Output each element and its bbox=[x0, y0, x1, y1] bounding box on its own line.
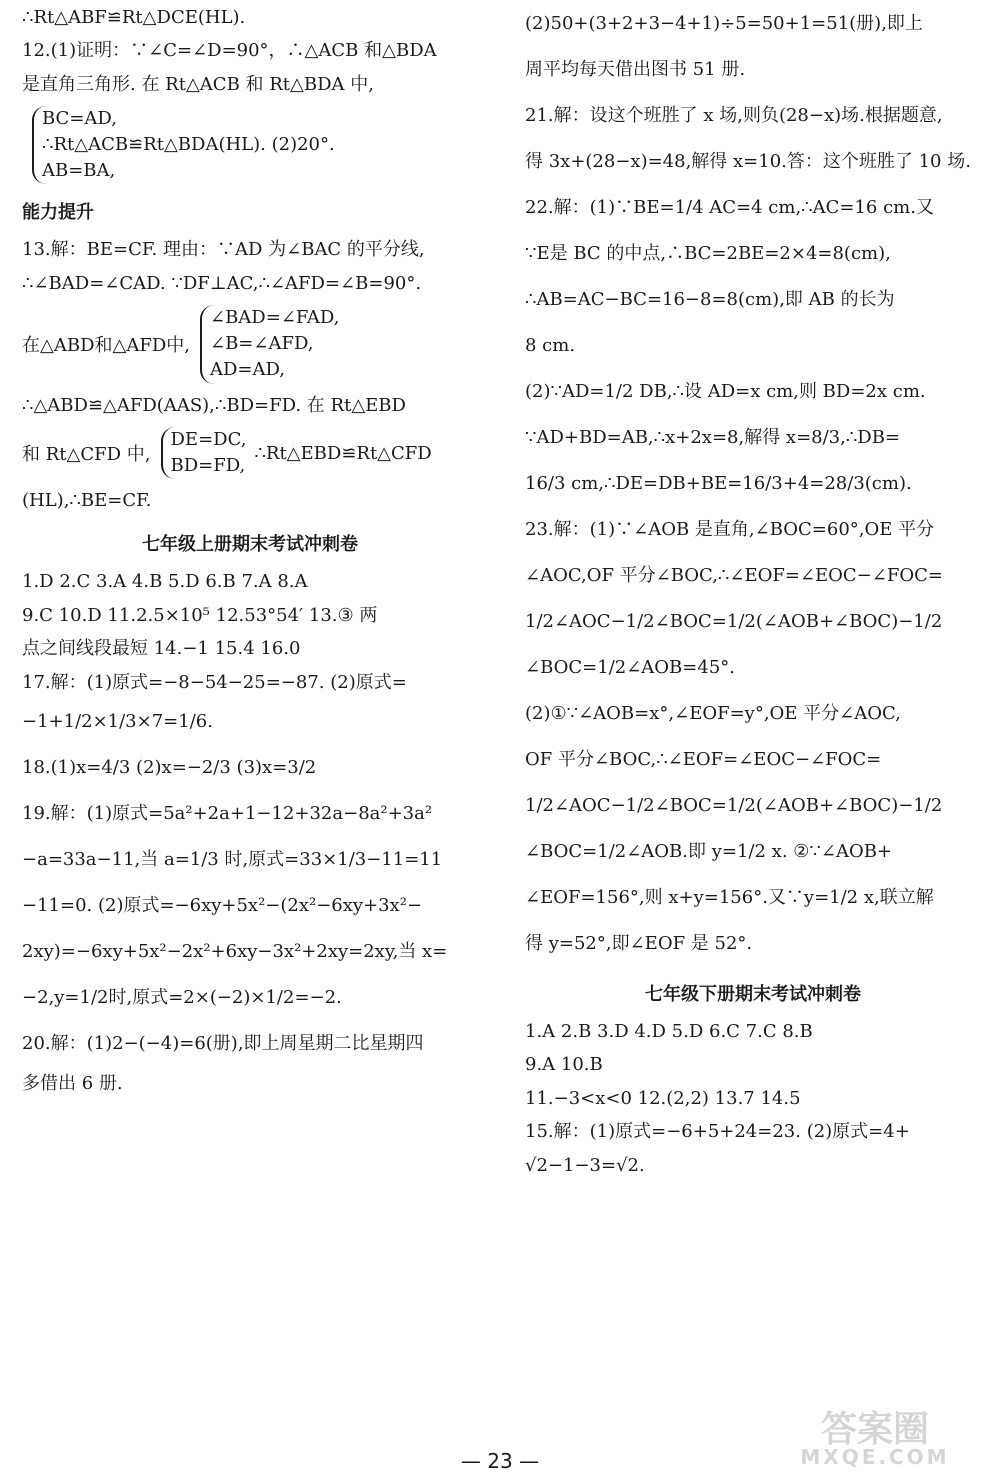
watermark-logo bbox=[760, 1401, 990, 1471]
right-column bbox=[525, 6, 981, 1187]
text-line: (HL),∴BE=CF. bbox=[22, 490, 152, 512]
text-line: 17.解：(1)原式=−8−54−25=−87. (2)原式= bbox=[22, 671, 407, 693]
text-line: 是直角三角形. 在 Rt△ACB 和 Rt△BDA 中, bbox=[22, 73, 374, 95]
text-line: 周平均每天借出图书 51 册. bbox=[525, 59, 746, 80]
text-line: DE=DC, bbox=[170, 428, 247, 450]
text-line: 16/3 cm,∴DE=DB+BE=16/3+4=28/3(cm). bbox=[525, 473, 912, 494]
text-line: 18.(1)x=4/3 (2)x=−2/3 (3)x=3/2 bbox=[22, 757, 317, 779]
text-line: AB=BA, bbox=[42, 160, 116, 182]
system-row bbox=[22, 305, 478, 383]
text-line: 20.解：(1)2−(−4)=6(册),即上周星期二比星期四 bbox=[22, 1033, 424, 1055]
text-line: 21.解：设这个班胜了 x 场,则负(28−x)场.根据题意, bbox=[525, 105, 943, 126]
text-line: 22.解：(1)∵BE=1/4 AC=4 cm,∴AC=16 cm.又 bbox=[525, 197, 934, 218]
text-line: (2)∵AD=1/2 DB,∴设 AD=x cm,则 BD=2x cm. bbox=[525, 381, 926, 402]
text-line: 1/2∠AOC−1/2∠BOC=1/2(∠AOB+∠BOC)−1/2 bbox=[525, 611, 943, 632]
text-line: 1/2∠AOC−1/2∠BOC=1/2(∠AOB+∠BOC)−1/2 bbox=[525, 795, 943, 816]
text-line: BC=AD, bbox=[42, 108, 117, 130]
text-line: √2−1−3=√2. bbox=[525, 1154, 645, 1176]
text-line: (2)①∵∠AOB=x°,∠EOF=y°,OE 平分∠AOC, bbox=[525, 703, 901, 724]
exam-title: 七年级下册期末考试冲刺卷 bbox=[645, 984, 861, 1005]
page-number: — 23 — bbox=[460, 1449, 540, 1473]
text-line: −1+1/2×1/3×7=1/6. bbox=[22, 711, 213, 733]
answer-line: 1.A 2.B 3.D 4.D 5.D 6.C 7.C 8.B bbox=[525, 1021, 813, 1042]
text-line: 8 cm. bbox=[525, 335, 576, 356]
text-line: 23.解：(1)∵∠AOB 是直角,∠BOC=60°,OE 平分 bbox=[525, 519, 935, 540]
watermark-url: MXQE.COM bbox=[800, 1445, 950, 1469]
text-line: ∴△ABD≌△AFD(AAS),∴BD=FD. 在 Rt△EBD bbox=[22, 394, 406, 416]
answer-line: 点之间线段最短 14.−1 15.4 16.0 bbox=[22, 638, 301, 660]
system-row bbox=[22, 427, 478, 479]
text-line: ∴Rt△ABF≌Rt△DCE(HL). bbox=[22, 7, 246, 28]
equation-system bbox=[32, 106, 478, 184]
text-line: 和 Rt△CFD 中, bbox=[22, 444, 151, 465]
equation-system bbox=[161, 427, 247, 479]
text-line: 得 y=52°,即∠EOF 是 52°. bbox=[525, 933, 753, 954]
text-line: BD=FD, bbox=[170, 455, 246, 476]
text-line: ∴∠BAD=∠CAD. ∵DF⊥AC,∴∠AFD=∠B=90°. bbox=[22, 272, 422, 294]
text-line: 在△ABD和△AFD中, bbox=[22, 335, 190, 357]
text-line: 2xy)=−6xy+5x²−2x²+6xy−3x²+2xy=2xy,当 x= bbox=[22, 941, 448, 963]
text-line: 19.解：(1)原式=5a²+2a+1−12+32a−8a²+3a² bbox=[22, 803, 433, 825]
text-line: 得 3x+(28−x)=48,解得 x=10.答：这个班胜了 10 场. bbox=[525, 151, 971, 172]
text-line: ∴AB=AC−BC=16−8=8(cm),即 AB 的长为 bbox=[525, 289, 895, 310]
text-line: 多借出 6 册. bbox=[22, 1073, 123, 1095]
text-line: −11=0. (2)原式=−6xy+5x²−(2x²−6xy+3x²− bbox=[22, 895, 423, 917]
text-line: −a=33a−11,当 a=1/3 时,原式=33×1/3−11=11 bbox=[22, 849, 443, 871]
text-line: 12.(1)证明：∵∠C=∠D=90°，∴△ACB 和△BDA bbox=[22, 40, 437, 62]
text-line: OF 平分∠BOC,∴∠EOF=∠EOC−∠FOC= bbox=[525, 749, 882, 770]
text-line: 13.解：BE=CF. 理由：∵AD 为∠BAC 的平分线, bbox=[22, 239, 425, 261]
watermark-text: 答案圈 bbox=[820, 1409, 929, 1450]
text-line: ∠B=∠AFD, bbox=[210, 333, 314, 355]
text-line: ∴Rt△EBD≌Rt△CFD bbox=[254, 442, 432, 464]
text-line: ∠BAD=∠FAD, bbox=[210, 307, 340, 329]
section-heading: 能力提升 bbox=[22, 202, 94, 224]
text-line: ∠BOC=1/2∠AOB.即 y=1/2 x. ②∵∠AOB+ bbox=[525, 841, 893, 862]
text-line: ∵AD+BD=AB,∴x+2x=8,解得 x=8/3,∴DB= bbox=[525, 427, 901, 448]
text-line: ∠AOC,OF 平分∠BOC,∴∠EOF=∠EOC−∠FOC= bbox=[525, 565, 943, 586]
equation-system bbox=[200, 305, 339, 383]
text-line: ∴Rt△ACB≌Rt△BDA(HL). (2)20°. bbox=[42, 134, 335, 156]
text-line: −2,y=1/2时,原式=2×(−2)×1/2=−2. bbox=[22, 987, 342, 1009]
text-line: (2)50+(3+2+3−4+1)÷5=50+1=51(册),即上 bbox=[525, 13, 923, 34]
answer-line: 9.A 10.B bbox=[525, 1054, 603, 1076]
text-line: ∠BOC=1/2∠AOB=45°. bbox=[525, 657, 735, 678]
text-line: 15.解：(1)原式=−6+5+24=23. (2)原式=4+ bbox=[525, 1121, 910, 1143]
text-line: ∵E是 BC 的中点,∴BC=2BE=2×4=8(cm), bbox=[525, 243, 891, 264]
left-column bbox=[22, 6, 478, 1105]
answer-line: 11.−3<x<0 12.(2,2) 13.7 14.5 bbox=[525, 1087, 801, 1109]
answer-line: 1.D 2.C 3.A 4.B 5.D 6.B 7.A 8.A bbox=[22, 571, 308, 593]
answer-line: 9.C 10.D 11.2.5×10⁵ 12.53°54′ 13.③ 两 bbox=[22, 604, 378, 626]
text-line: ∠EOF=156°,则 x+y=156°.又∵y=1/2 x,联立解 bbox=[525, 887, 934, 908]
text-line: AD=AD, bbox=[210, 359, 286, 381]
exam-title: 七年级上册期末考试冲刺卷 bbox=[142, 534, 358, 556]
